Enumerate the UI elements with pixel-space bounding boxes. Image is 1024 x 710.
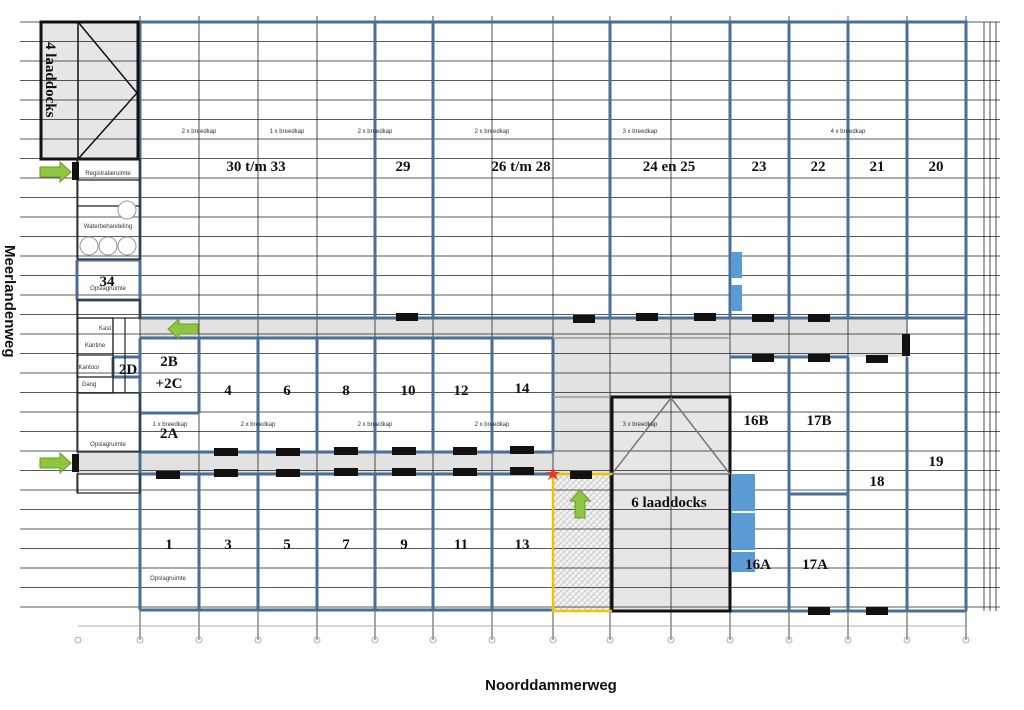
mezzanine-note: 3 x breedkap (622, 129, 658, 135)
door-marker (866, 355, 888, 363)
unit-label: 13 (514, 537, 530, 553)
room-label: Kast (98, 326, 112, 332)
door-marker (334, 447, 358, 455)
room-label: Kantine (84, 343, 106, 349)
door-marker (156, 471, 180, 479)
door-marker (453, 447, 477, 455)
mezzanine-note: 4 x breedkap (830, 129, 866, 135)
unit-label: 17B (806, 413, 832, 429)
room-label: Opslagruimte (90, 286, 126, 292)
door-marker (214, 448, 238, 456)
unit-label: 29 (395, 159, 411, 175)
door-marker (453, 468, 477, 476)
mezzanine-note: 1 x breedkap (152, 422, 188, 428)
mezzanine-note: 2 x breedkap (474, 422, 510, 428)
door-marker (276, 448, 300, 456)
blue-door (731, 285, 742, 311)
unit-label: 12 (453, 383, 469, 399)
door-marker (573, 315, 595, 323)
mezzanine-note: 2 x breedkap (240, 422, 276, 428)
corridor-north-east (730, 318, 908, 357)
door-marker (808, 314, 830, 322)
unit-label: 24 en 25 (642, 159, 696, 175)
dock-label-north-west: 4 laaddocks (42, 42, 58, 118)
door-marker (72, 454, 79, 472)
room-label: Gang (81, 382, 97, 388)
unit-label: 18 (869, 474, 885, 490)
door-marker (636, 313, 658, 321)
door-marker (510, 446, 534, 454)
door-marker (392, 468, 416, 476)
door-marker (214, 469, 238, 477)
street-name-west: Meerlandenweg (1, 245, 18, 358)
unit-label: 23 (751, 159, 767, 175)
door-marker (396, 313, 418, 321)
mezzanine-note: 2 x breedkap (474, 129, 510, 135)
unit-label: 10 (400, 383, 416, 399)
unit-label: 6 (283, 383, 291, 399)
axis-bubble (75, 637, 81, 643)
mezzanine-note: 2 x breedkap (357, 422, 393, 428)
room-label: Registratieruimte (85, 171, 131, 177)
unit-label: 7 (342, 537, 350, 553)
unit-label: 34 (99, 274, 115, 290)
unit-label: 11 (453, 537, 469, 553)
door-marker (694, 313, 716, 321)
unit-label: +2C (155, 376, 183, 392)
door-marker (866, 607, 888, 615)
door-marker (808, 354, 830, 362)
unit-label: 22 (810, 159, 826, 175)
unit-label: 17A (802, 557, 828, 573)
room-label: Opslagruimte (90, 442, 126, 448)
unit-walls (77, 22, 966, 611)
street-name-south: Noorddammerweg (485, 677, 617, 694)
room-label: Waterbehandeling (83, 224, 133, 230)
unit-label: 2B (160, 354, 178, 370)
unit-label: 3 (224, 537, 232, 553)
arrow-right-icon (40, 453, 71, 473)
dock-label-center: 6 laaddocks (631, 495, 707, 511)
door-marker (808, 607, 830, 615)
blue-door (731, 252, 742, 278)
unit-label: 1 (165, 537, 173, 553)
unit-label: 14 (514, 381, 530, 397)
unit-label: 20 (928, 159, 944, 175)
unit-label: 26 t/m 28 (491, 159, 551, 175)
room-label: Opslagruimte (150, 576, 186, 582)
door-marker (510, 467, 534, 475)
mezzanine-note: 3 x breedkap (622, 422, 658, 428)
unit-label: 2D (118, 362, 138, 378)
door-marker (392, 447, 416, 455)
unit-label: 4 (224, 383, 232, 399)
room-label: Kantoor (78, 365, 100, 371)
unit-label: 2A (159, 426, 179, 442)
door-marker (276, 469, 300, 477)
arrow-right-icon (40, 162, 71, 182)
axis-markers (75, 626, 969, 643)
door-marker (334, 468, 358, 476)
unit-label: 16A (745, 557, 771, 573)
blue-door (731, 474, 755, 511)
unit-label: 30 t/m 33 (226, 159, 286, 175)
unit-labels (100, 159, 944, 573)
door-marker (902, 334, 910, 356)
unit-label: 19 (928, 454, 944, 470)
door-marker (570, 471, 592, 479)
door-marker (72, 162, 79, 180)
unit-label: 8 (342, 383, 350, 399)
mezzanine-note: 1 x breedkap (269, 129, 305, 135)
blue-door (731, 513, 755, 550)
unit-label: 21 (869, 159, 885, 175)
door-marker (752, 354, 774, 362)
unit-label: 5 (283, 537, 291, 553)
unit-label: 16B (743, 413, 769, 429)
door-marker (752, 314, 774, 322)
unit-label: 9 (400, 537, 408, 553)
mezzanine-note: 2 x breedkap (357, 129, 393, 135)
mezzanine-note: 2 x breedkap (181, 129, 217, 135)
